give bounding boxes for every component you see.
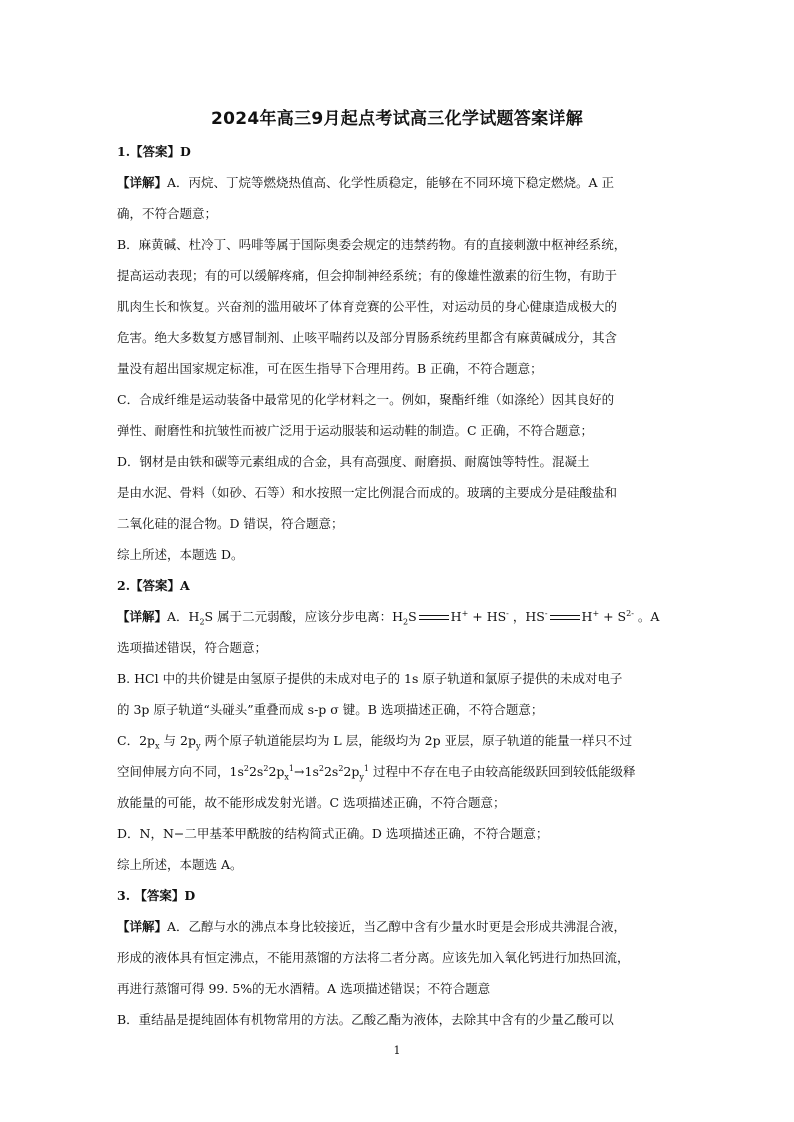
q2-text: 空间伸展方向不同，1s: [117, 764, 244, 779]
superscript: +: [461, 608, 469, 618]
q2-text: →1s: [294, 764, 319, 779]
document-body: [117, 136, 679, 1035]
q1-text-line: C．合成纤维是运动装备中最常见的化学材料之一。例如，聚酯纤维（如涤纶）因其良好的: [117, 392, 615, 407]
q2-text: 2p: [343, 764, 360, 779]
document-title: 2024年高三9月起点考试高三化学试题答案详解: [210, 109, 584, 129]
q1-text-line: 危害。绝大多数复方感冒制剂、止咳平喘药以及部分胃肠系统药里都含有麻黄碱成分，其含: [117, 330, 618, 345]
superscript: +: [592, 608, 600, 618]
q2-text: C．2p: [117, 733, 156, 748]
q2-text: H: [450, 609, 462, 624]
superscript: 2: [243, 763, 249, 773]
q2-text: 2s: [323, 764, 339, 779]
equilibrium-arrow-icon: [550, 613, 580, 623]
q2-text: 2s: [248, 764, 264, 779]
q1-text-line: 量没有超出国家规定标准，可在医生指导下合理用药。B 正确，不符合题意；: [117, 361, 543, 376]
superscript: 2: [263, 763, 269, 773]
subscript: x: [284, 772, 289, 782]
superscript: 1: [288, 763, 295, 773]
q3-detail-line: [117, 911, 679, 942]
superscript: -: [544, 608, 548, 618]
q2-text: S: [408, 609, 417, 624]
q2-text: A．H: [167, 609, 200, 624]
q2-text: 。A: [633, 609, 660, 624]
q2-text: + HS: [468, 609, 507, 624]
q1-conclusion: 综上所述，本题选 D。: [117, 547, 244, 562]
q3-text: A．乙醇与水的沸点本身比较接近，当乙醇中含有少量水时更是会形成共沸混合液，: [167, 919, 627, 934]
superscript: -: [506, 608, 509, 618]
q2-text-line: 的 3p 原子轨道“头碰头”重叠而成 s-p σ 键。B 选项描述正确，不符合题意；: [117, 702, 544, 717]
q1-text-line: 弹性、耐磨性和抗皱性而被广泛用于运动服装和运动鞋的制造。C 正确，不符合题意；: [117, 423, 594, 438]
q2-answer-heading: 2.【答案】A: [117, 578, 190, 593]
q2-text-line: B. HCl 中的共价键是由氢原子提供的未成对电子的 1s 原子轨道和氯原子提供的未成对电子: [117, 671, 623, 686]
equilibrium-arrow-icon: [419, 613, 449, 623]
q1-detail-label: 【详解】: [117, 175, 168, 190]
subscript: 2: [403, 617, 409, 627]
q1-text: A．丙烷、丁烷等燃烧热值高、化学性质稳定，能够在不同环境下稳定燃烧。A 正: [167, 175, 615, 190]
q2-text: H: [581, 609, 593, 624]
q2-orbital-line: [117, 725, 679, 756]
q2-text: 两个原子轨道能层均为 L 层，能级均为 2p 亚层，原子轨道的能量一样只不过: [200, 733, 633, 748]
q2-text: 2p: [268, 764, 285, 779]
q1-text-line: 二氧化硅的混合物。D 错误，符合题意；: [117, 516, 344, 531]
q2-text-line: D．N，N−二甲基苯甲酰胺的结构简式正确。D 选项描述正确，不符合题意；: [117, 826, 549, 841]
superscript: 2: [318, 763, 324, 773]
q2-text-line: 选项描述错误，符合题意；: [117, 640, 268, 655]
q2-detail-label: 【详解】: [117, 609, 168, 624]
q2-text: 与 2p: [159, 733, 196, 748]
superscript: 1: [363, 763, 370, 773]
subscript: 2: [199, 617, 205, 627]
q1-text-line: 提高运动表现；有的可以缓解疼痛，但会抑制神经系统；有的像雄性激素的衍生物，有助于: [117, 268, 618, 283]
q2-conclusion: 综上所述，本题选 A。: [117, 857, 243, 872]
q1-text-line: D．钢材是由铁和碳等元素组成的合金，具有高强度、耐磨损、耐腐蚀等特性。混凝土: [117, 454, 590, 469]
q2-text-line: 放能量的可能，故不能形成发射光谱。C 选项描述正确，不符合题意；: [117, 795, 506, 810]
q1-text-line: 确，不符合题意；: [117, 206, 218, 221]
q2-text: 过程中不存在电子由较高能级跃回到较低能级释: [369, 764, 636, 779]
q1-answer-heading: 1.【答案】D: [117, 144, 191, 159]
superscript: 2-: [626, 608, 634, 618]
superscript: 2: [338, 763, 344, 773]
page-number: 1: [393, 1044, 401, 1057]
q1-text-line: 是由水泥、骨料（如砂、石等）和水按照一定比例混合而成的。玻璃的主要成分是硅酸盐和: [117, 485, 618, 500]
subscript: y: [195, 741, 201, 751]
subscript: y: [359, 772, 364, 782]
subscript: x: [155, 741, 160, 751]
q3-detail-label: 【详解】: [117, 919, 168, 934]
q1-text-line: B．麻黄碱、杜冷丁、吗啡等属于国际奥委会规定的违禁药物。有的直接刺激中枢神经系统，: [117, 237, 627, 252]
q1-detail-line: [117, 167, 679, 198]
q3-text-line: 形成的液体具有恒定沸点，不能用蒸馏的方法将二者分离。应该先加入氧化钙进行加热回流，: [117, 950, 630, 965]
q2-text: ，HS: [508, 609, 545, 624]
q3-text-line: B．重结晶是提纯固体有机物常用的方法。乙酸乙酯为液体，去除其中含有的少量乙酸可以: [117, 1012, 614, 1027]
q2-equation-line: [117, 601, 679, 632]
q2-config-line: [117, 756, 679, 787]
q3-text-line: 再进行蒸馏可得 99. 5%的无水酒精。A 选项描述错误；不符合题意: [117, 981, 491, 996]
q3-answer-heading: 3. 【答案】D: [117, 888, 196, 903]
q2-text: + S: [599, 609, 627, 624]
q2-text: S 属于二元弱酸，应该分步电离：H: [204, 609, 403, 624]
q1-text-line: 肌肉生长和恢复。兴奋剂的滥用破坏了体育竞赛的公平性，对运动员的身心健康造成极大的: [117, 299, 618, 314]
